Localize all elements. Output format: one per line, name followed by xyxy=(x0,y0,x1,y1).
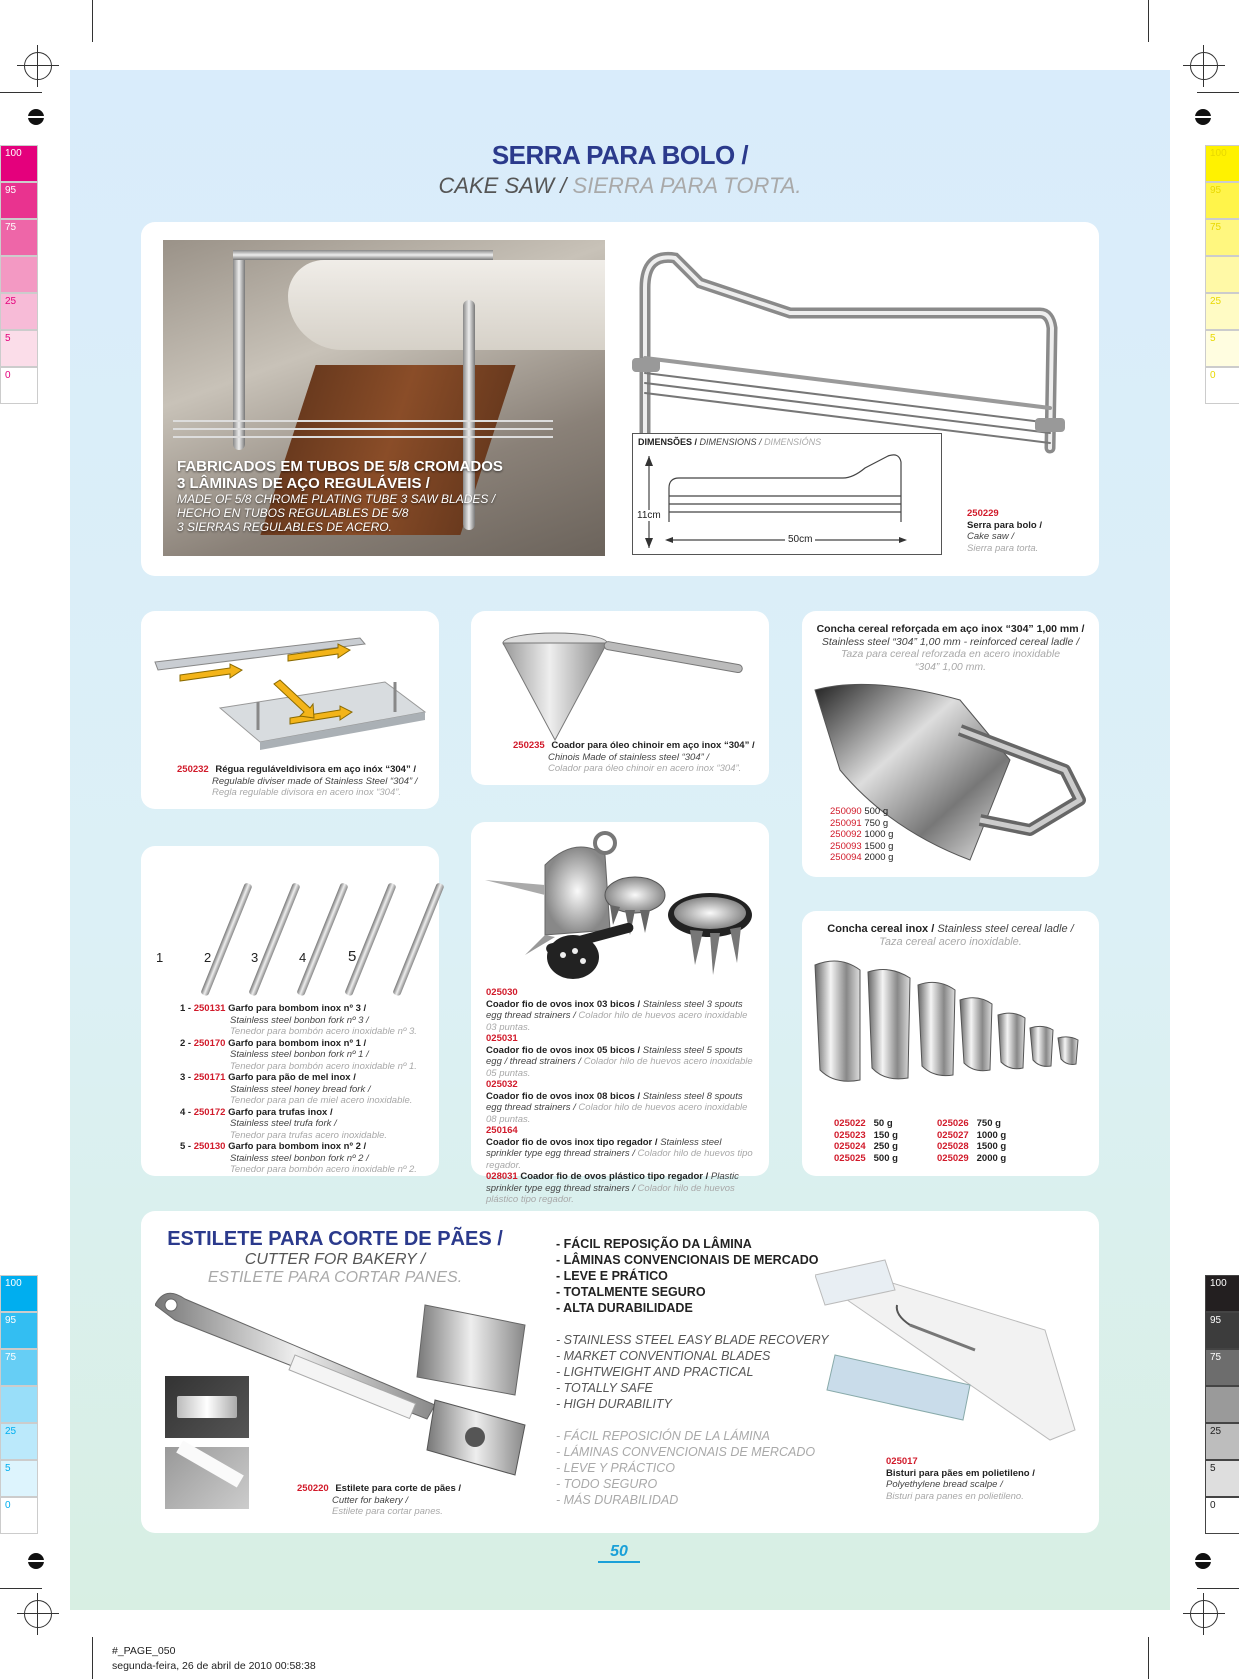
feature-item: - LEVE Y PRÁCTICO xyxy=(556,1461,676,1475)
list-item xyxy=(486,1045,756,1080)
dimensions-box xyxy=(632,433,942,555)
item-number: 2 - xyxy=(180,1037,194,1049)
item-number: 4 - xyxy=(180,1106,194,1118)
list-item xyxy=(180,1038,435,1050)
color-swatch: 75 xyxy=(1205,1349,1239,1386)
cake-saw-product-label: 250229 Serra para bolo / Cake saw / Sierra para torta. xyxy=(967,508,1042,554)
color-swatch: 25 xyxy=(0,1423,38,1460)
item-number: 1 - xyxy=(180,1003,194,1014)
product-size: 2000 g xyxy=(861,852,894,863)
product-size: 1000 g xyxy=(861,829,894,840)
size-row xyxy=(937,1130,1006,1142)
coador-product-label: 250235 Coador para óleo chinoir em aço inox “304” / Chinois Made of stainless steel “304” / Colador para óleo chinoir en acero inox “304”. xyxy=(513,740,755,774)
product-name-es: Colador hilo de huevos plástico tipo regador. xyxy=(486,1182,735,1205)
color-swatch xyxy=(1205,256,1239,293)
product-name-es: Colador hilo de huevos acero inoxidable 08 puntas. xyxy=(486,1102,748,1125)
dimensions-label: DIMENSÕES / DIMENSIONS / DIMENSIÓNS xyxy=(638,437,822,447)
size-row xyxy=(834,1130,898,1142)
bisturi-product-label: 025017 Bisturi para pães em polietileno / Polyethylene bread scalpe / Bisturi para panes en polietileno. xyxy=(886,1456,1035,1502)
size-row xyxy=(834,1141,898,1153)
product-size: 1500 g xyxy=(968,1141,1007,1152)
page-subtitle: CAKE SAW / SIERRA PARA TORTA. xyxy=(438,173,802,198)
list-item xyxy=(486,1137,756,1172)
product-code: 250164 xyxy=(486,1125,518,1136)
feature-item: - LÁMINAS CONVENCIONAIS DE MERCADO xyxy=(556,1445,816,1459)
dimension-height: 11cm xyxy=(637,510,661,521)
product-name-en: Stainless steel 5 spouts egg / thread strainers / xyxy=(486,1044,743,1067)
product-name-es: Colador hilo de huevos acero inoxidable 05 puntas. xyxy=(486,1056,753,1079)
product-size: 250 g xyxy=(865,1141,898,1152)
registration-mark xyxy=(1190,52,1218,80)
color-swatch: 75 xyxy=(0,219,38,256)
color-swatch: 95 xyxy=(0,1312,38,1349)
page-number: 50 xyxy=(598,1543,640,1563)
color-swatch: 25 xyxy=(1205,1423,1239,1460)
color-swatch: 0 xyxy=(1205,1497,1239,1534)
feature-item: - MARKET CONVENTIONAL BLADES xyxy=(556,1349,771,1363)
registration-dot xyxy=(28,109,44,125)
product-name: Coador fio de ovos inox 08 bicos / xyxy=(486,1090,643,1102)
size-row xyxy=(834,1153,898,1165)
color-swatch: 5 xyxy=(1205,330,1239,367)
registration-mark xyxy=(24,1600,52,1628)
fork-number: 3 xyxy=(251,950,259,965)
product-name: Garfo para trufas inox / xyxy=(225,1106,333,1118)
feature-item: - FÁCIL REPOSICIÓN DE LA LÁMINA xyxy=(556,1429,770,1443)
product-size: 500 g xyxy=(865,1152,898,1164)
regua-product-image xyxy=(150,620,430,750)
size-row xyxy=(830,852,893,864)
size-row xyxy=(830,829,893,841)
size-row xyxy=(937,1118,1006,1130)
product-name-es: Colador hilo de huevos acero inoxidable 03 puntas. xyxy=(486,1010,748,1033)
product-code: 250092 xyxy=(830,829,862,840)
product-code: 025028 xyxy=(937,1141,969,1152)
fork-number: 5 xyxy=(348,948,357,965)
list-item xyxy=(180,1107,435,1119)
coador-fio-product-image xyxy=(485,825,765,985)
coador-product-image xyxy=(495,625,755,745)
product-name: Coador fio de ovos inox 05 bicos / xyxy=(486,1044,643,1056)
concha-reforcada-codes xyxy=(830,806,893,864)
color-swatch: 5 xyxy=(0,1460,38,1497)
size-row xyxy=(830,818,893,830)
coador-fio-list xyxy=(486,987,756,1206)
color-swatch: 0 xyxy=(0,367,38,404)
list-item xyxy=(180,1072,435,1084)
product-size: 1500 g xyxy=(861,840,894,852)
feature-item: - STAINLESS STEEL EASY BLADE RECOVERY xyxy=(556,1333,829,1347)
blade-inset-photo xyxy=(165,1376,249,1438)
product-name: Garfo para pão de mel inox / xyxy=(225,1072,356,1083)
feature-item: - MÁS DURABILIDAD xyxy=(556,1493,679,1507)
product-code: 250170 xyxy=(193,1037,226,1049)
color-swatch: 100 xyxy=(1205,145,1239,182)
color-swatch: 25 xyxy=(0,293,38,330)
product-name-es: Tenedor para bombón acero inoxidable nº 2. xyxy=(230,1164,417,1175)
color-swatch: 95 xyxy=(1205,1312,1239,1349)
page-title: SERRA PARA BOLO / xyxy=(491,140,749,170)
color-swatch xyxy=(0,256,38,293)
product-code: 250090 xyxy=(830,806,862,817)
product-name: Coador fio de ovos inox tipo regador / xyxy=(486,1136,661,1148)
product-size: 50 g xyxy=(865,1118,893,1129)
concha-inox-product-image xyxy=(810,960,1095,1100)
registration-dot xyxy=(1195,109,1211,125)
registration-mark xyxy=(24,52,52,80)
feature-item: - LEVE E PRÁTICO xyxy=(556,1269,668,1283)
registration-dot xyxy=(1195,1553,1211,1569)
fork-number: 2 xyxy=(204,950,212,965)
product-code: 025029 xyxy=(937,1152,969,1164)
concha-inox-header: Concha cereal inox / Stainless steel cereal ladle / Taza cereal acero inoxidable. xyxy=(827,923,1074,948)
item-number: 5 - xyxy=(180,1141,194,1152)
product-name-en: Stainless steel trufa fork / xyxy=(230,1118,337,1129)
feature-item: - ALTA DURABILIDADE xyxy=(556,1301,693,1315)
product-name: Coador fio de ovos plástico tipo regador / xyxy=(520,1171,711,1182)
product-name: Garfo para bombom inox nº 1 / xyxy=(225,1037,367,1049)
bisturi-product-image xyxy=(815,1255,1085,1450)
feature-item: - FÁCIL REPOSIÇÃO DA LÂMINA xyxy=(556,1237,752,1251)
item-number: 3 - xyxy=(180,1072,194,1083)
product-name-es: Tenedor para bombón acero inoxidable nº 1. xyxy=(230,1060,417,1072)
product-name-en: Plastic sprinkler type egg thread strainers / xyxy=(486,1171,739,1194)
product-name: Garfo para bombom inox nº 3 / xyxy=(225,1003,367,1014)
feature-item: - TOTALMENTE SEGURO xyxy=(556,1285,706,1299)
product-code: 025031 xyxy=(486,1033,518,1044)
color-swatch: 0 xyxy=(0,1497,38,1534)
product-code: 250093 xyxy=(830,840,862,852)
product-name-en: Stainless steel 8 spouts egg thread strainers / xyxy=(486,1090,743,1113)
footer-page-id: #_PAGE_050 xyxy=(112,1645,176,1657)
size-row xyxy=(830,841,893,853)
garfos-product-image xyxy=(150,855,430,995)
fork-number: 4 xyxy=(299,950,307,965)
estilete-features xyxy=(556,1236,846,1508)
product-size: 150 g xyxy=(865,1129,898,1141)
product-name-en: Stainless steel sprinkler type egg thread strainers / xyxy=(486,1136,722,1159)
list-item xyxy=(180,1141,435,1153)
color-swatch: 0 xyxy=(1205,367,1239,404)
estilete-header: ESTILETE PARA CORTE DE PÃES / CUTTER FOR BAKERY / ESTILETE PARA CORTAR PANES. xyxy=(160,1228,510,1287)
product-name-es: Colador hilo de huevos tipo regador. xyxy=(486,1148,753,1171)
product-code: 028031 xyxy=(486,1171,521,1182)
dimension-width: 50cm xyxy=(785,534,815,545)
registration-mark xyxy=(1190,1600,1218,1628)
product-size: 1000 g xyxy=(968,1129,1007,1141)
color-swatch xyxy=(1205,1386,1239,1423)
product-name-es: Tenedor para trufas acero inoxidable. xyxy=(230,1129,388,1141)
footer xyxy=(112,1644,316,1674)
registration-dot xyxy=(28,1553,44,1569)
product-code: 025027 xyxy=(937,1129,969,1141)
fork-number: 1 xyxy=(156,950,164,965)
product-name-en: Stainless steel bonbon fork nº 3 / xyxy=(230,1014,369,1026)
list-item xyxy=(486,1171,756,1206)
feature-item: - LIGHTWEIGHT AND PRACTICAL xyxy=(556,1365,754,1379)
estilete-title: ESTILETE PARA CORTE DE PÃES / xyxy=(167,1228,503,1250)
color-swatch: 95 xyxy=(1205,182,1239,219)
size-row xyxy=(834,1118,898,1130)
concha-reforcada-header: Concha cereal reforçada em aço inox “304” 1,00 mm / Stainless steel “304” 1,00 mm - reinforced cereal ladle / Taza para cereal reforzada en acero inoxidable “304” 1,00 mm. xyxy=(816,623,1085,673)
product-code: 025025 xyxy=(834,1152,866,1164)
color-swatch: 100 xyxy=(1205,1275,1239,1312)
product-code: 250094 xyxy=(830,852,862,863)
product-name-en: Stainless steel honey bread fork / xyxy=(230,1083,371,1095)
product-size: 750 g xyxy=(968,1118,1001,1129)
page-header xyxy=(70,140,1170,199)
product-name: Garfo para bombom inox nº 2 / xyxy=(225,1141,367,1152)
product-size: 750 g xyxy=(861,817,889,829)
list-item xyxy=(486,1091,756,1126)
garfos-list xyxy=(180,1003,435,1176)
color-swatch: 5 xyxy=(0,330,38,367)
feature-item: - TODO SEGURO xyxy=(556,1477,658,1491)
concha-inox-codes-left xyxy=(834,1118,898,1164)
product-code: 025030 xyxy=(486,987,518,998)
color-swatch: 75 xyxy=(0,1349,38,1386)
product-code: 025026 xyxy=(937,1118,969,1129)
product-code: 250172 xyxy=(193,1106,226,1118)
feature-item: - LÂMINAS CONVENCIONAIS DE MERCADO xyxy=(556,1253,819,1267)
product-code: 025022 xyxy=(834,1118,866,1129)
size-row xyxy=(937,1153,1006,1165)
product-name-en: Stainless steel bonbon fork nº 2 / xyxy=(230,1152,369,1164)
color-swatch: 95 xyxy=(0,182,38,219)
product-code: 250171 xyxy=(193,1072,226,1083)
product-code: 250091 xyxy=(830,817,862,829)
size-row xyxy=(937,1141,1006,1153)
product-code: 025032 xyxy=(486,1079,518,1090)
color-swatch: 75 xyxy=(1205,219,1239,256)
color-swatch: 25 xyxy=(1205,293,1239,330)
product-size: 500 g xyxy=(861,806,889,817)
cutter-inset-photo xyxy=(165,1447,249,1509)
product-name-en: Stainless steel 3 spouts egg thread strainers / xyxy=(486,998,743,1021)
color-swatch: 100 xyxy=(0,145,38,182)
product-code: 250131 xyxy=(193,1003,226,1014)
product-code: 025024 xyxy=(834,1141,866,1152)
feature-item: - TOTALLY SAFE xyxy=(556,1381,653,1395)
feature-item: - HIGH DURABILITY xyxy=(556,1397,672,1411)
footer-timestamp: segunda-feira, 26 de abril de 2010 00:58:38 xyxy=(112,1660,316,1672)
color-swatch xyxy=(0,1386,38,1423)
concha-inox-codes-right xyxy=(937,1118,1006,1164)
color-swatch: 5 xyxy=(1205,1460,1239,1497)
list-item xyxy=(180,1003,435,1015)
product-name-es: Tenedor para pan de miel acero inoxidable. xyxy=(230,1095,413,1106)
product-size: 2000 g xyxy=(968,1152,1007,1164)
product-code: 250130 xyxy=(193,1141,226,1152)
color-swatch: 100 xyxy=(0,1275,38,1312)
list-item xyxy=(486,999,756,1034)
product-code: 025023 xyxy=(834,1129,866,1141)
regua-product-label: 250232 Régua reguláveldivisora em aço inóx “304” / Regulable diviser made of Stainless Steel “304” / Regla regulable divisora en acero inox “304”. xyxy=(177,764,418,798)
product-name: Coador fio de ovos inox 03 bicos / xyxy=(486,998,643,1010)
size-row xyxy=(830,806,893,818)
product-name-en: Stainless steel bonbon fork nº 1 / xyxy=(230,1049,369,1060)
product-name-es: Tenedor para bombón acero inoxidable nº 3. xyxy=(230,1026,417,1037)
cake-saw-photo-caption: FABRICADOS EM TUBOS DE 5/8 CROMADOS 3 LÂMINAS DE AÇO REGULÁVEIS / MADE OF 5/8 CHROME PLATING TUBE 3 SAW BLADES / HECHO EN TUBOS REGULABLES DE 5/8 3 SIERRAS REGULABLES DE ACERO. xyxy=(177,458,503,534)
estilete-product-label: 250220 Estilete para corte de pães / Cutter for bakery / Estilete para cortar panes. xyxy=(297,1483,462,1517)
